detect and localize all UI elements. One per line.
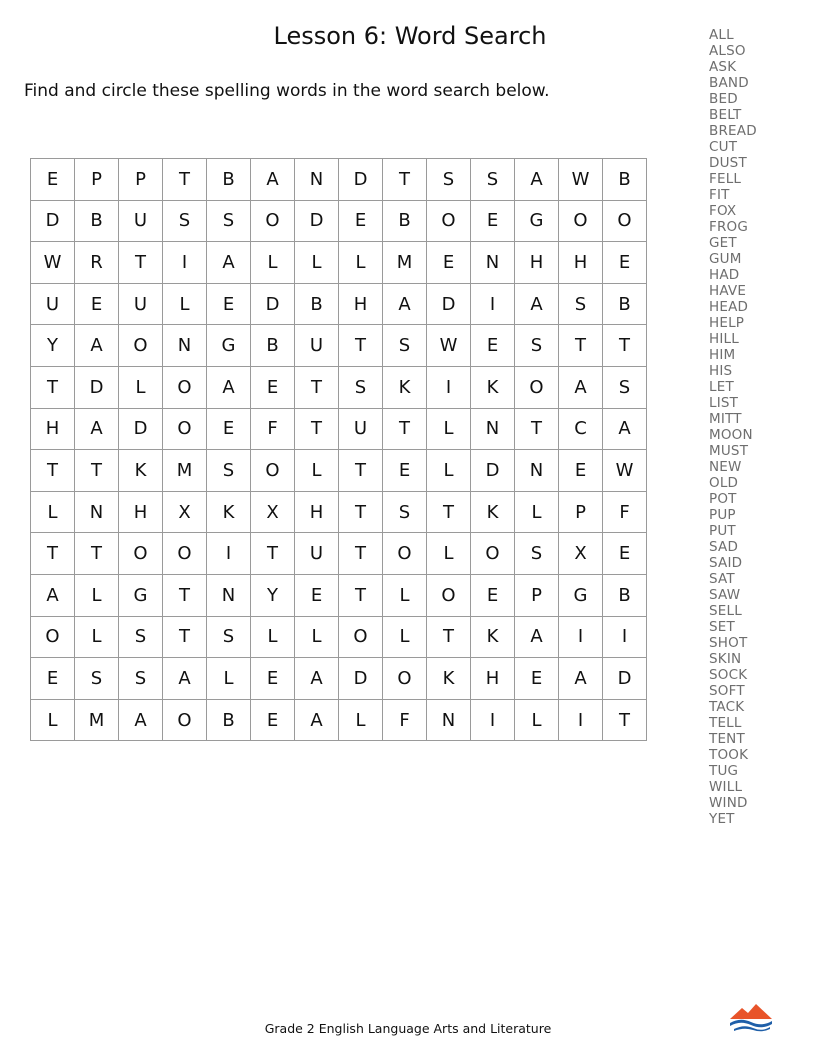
grid-cell[interactable]: E [427, 242, 471, 284]
word-list-item: TUG [709, 763, 739, 779]
word-list-item: SHOT [709, 635, 748, 651]
grid-cell[interactable]: A [31, 575, 75, 617]
grid-cell[interactable]: I [163, 242, 207, 284]
grid-cell[interactable]: A [515, 159, 559, 201]
grid-cell[interactable]: T [559, 325, 603, 367]
grid-cell[interactable]: T [31, 533, 75, 575]
grid-cell[interactable]: O [515, 367, 559, 409]
word-list-item: HILL [709, 331, 739, 347]
grid-cell[interactable]: M [75, 700, 119, 742]
word-search-grid [30, 158, 647, 741]
grid-cell[interactable]: L [339, 700, 383, 742]
grid-cell[interactable]: L [427, 533, 471, 575]
grid-cell[interactable]: D [251, 284, 295, 326]
grid-cell[interactable]: W [603, 450, 647, 492]
grid-cell[interactable]: E [31, 159, 75, 201]
grid-cell[interactable]: T [339, 492, 383, 534]
grid-cell[interactable]: O [383, 533, 427, 575]
grid-cell[interactable]: P [119, 159, 163, 201]
word-list-item: NEW [709, 459, 742, 475]
grid-cell[interactable]: E [207, 409, 251, 451]
grid-cell[interactable]: S [383, 492, 427, 534]
grid-cell[interactable]: O [559, 201, 603, 243]
grid-cell[interactable]: T [75, 533, 119, 575]
grid-cell[interactable]: I [603, 617, 647, 659]
grid-cell[interactable]: T [603, 700, 647, 742]
grid-cell[interactable]: T [295, 367, 339, 409]
grid-cell[interactable]: L [119, 367, 163, 409]
word-list-item: FROG [709, 219, 749, 235]
grid-cell[interactable]: O [427, 575, 471, 617]
grid-cell[interactable]: O [119, 533, 163, 575]
grid-cell[interactable]: T [163, 617, 207, 659]
grid-cell[interactable]: O [603, 201, 647, 243]
grid-cell[interactable]: T [427, 492, 471, 534]
grid-cell[interactable]: R [75, 242, 119, 284]
word-list-item: SAID [709, 555, 743, 571]
grid-cell[interactable]: T [339, 450, 383, 492]
grid-cell[interactable]: U [295, 533, 339, 575]
grid-cell[interactable]: L [251, 242, 295, 284]
grid-cell[interactable]: U [295, 325, 339, 367]
grid-cell[interactable]: T [427, 617, 471, 659]
grid-cell[interactable]: E [251, 700, 295, 742]
word-list-item: SAD [709, 539, 739, 555]
grid-cell[interactable]: L [427, 409, 471, 451]
grid-cell[interactable]: E [383, 450, 427, 492]
instructions: Find and circle these spelling words in the word search below. [24, 81, 550, 101]
grid-cell[interactable]: S [603, 367, 647, 409]
grid-cell[interactable]: L [383, 617, 427, 659]
word-list-item: HAVE [709, 283, 747, 299]
word-list-item: BELT [709, 107, 742, 123]
grid-cell[interactable]: K [471, 367, 515, 409]
word-list-item: ALSO [709, 43, 746, 59]
word-list-item: OLD [709, 475, 739, 491]
grid-cell[interactable]: S [75, 658, 119, 700]
grid-cell[interactable]: T [603, 325, 647, 367]
mountain-logo-icon [728, 1002, 774, 1032]
grid-cell[interactable]: T [119, 242, 163, 284]
grid-cell[interactable]: I [559, 700, 603, 742]
grid-cell[interactable]: H [119, 492, 163, 534]
grid-cell[interactable]: E [559, 450, 603, 492]
grid-cell[interactable]: N [75, 492, 119, 534]
grid-cell[interactable]: S [515, 533, 559, 575]
grid-cell[interactable]: N [515, 450, 559, 492]
grid-cell[interactable]: D [427, 284, 471, 326]
grid-cell[interactable]: U [119, 201, 163, 243]
grid-cell[interactable]: E [251, 367, 295, 409]
grid-cell[interactable]: H [471, 658, 515, 700]
grid-cell[interactable]: T [251, 533, 295, 575]
grid-cell[interactable]: S [207, 201, 251, 243]
word-list-item: LIST [709, 395, 739, 411]
grid-cell[interactable]: P [75, 159, 119, 201]
grid-cell[interactable]: K [427, 658, 471, 700]
grid-cell[interactable]: L [295, 617, 339, 659]
word-list-item: HAD [709, 267, 740, 283]
grid-cell[interactable]: T [383, 409, 427, 451]
word-list-item: TOOK [709, 747, 749, 763]
word-list-item: HELP [709, 315, 745, 331]
grid-cell[interactable]: P [515, 575, 559, 617]
word-list-item: SKIN [709, 651, 742, 667]
grid-cell[interactable]: U [119, 284, 163, 326]
word-list-item: YET [709, 811, 735, 827]
word-list-item: DUST [709, 155, 747, 171]
grid-cell[interactable]: B [603, 159, 647, 201]
logo-wave [734, 1026, 770, 1031]
grid-cell[interactable]: L [163, 284, 207, 326]
grid-cell[interactable]: L [295, 450, 339, 492]
grid-cell[interactable]: O [119, 325, 163, 367]
word-list-item: SOFT [709, 683, 745, 699]
grid-cell[interactable]: L [515, 492, 559, 534]
grid-cell[interactable]: E [31, 658, 75, 700]
grid-cell[interactable]: T [31, 450, 75, 492]
grid-cell[interactable]: A [295, 658, 339, 700]
grid-cell[interactable]: A [75, 325, 119, 367]
grid-cell[interactable]: L [251, 617, 295, 659]
grid-cell[interactable]: O [251, 450, 295, 492]
word-list-item: FELL [709, 171, 742, 187]
grid-cell[interactable]: N [163, 325, 207, 367]
grid-cell[interactable]: L [515, 700, 559, 742]
grid-cell[interactable]: A [559, 367, 603, 409]
word-list-item: MOON [709, 427, 753, 443]
grid-cell[interactable]: E [339, 201, 383, 243]
grid-cell[interactable]: O [163, 409, 207, 451]
word-list-item: SAW [709, 587, 741, 603]
grid-cell[interactable]: L [75, 575, 119, 617]
grid-cell[interactable]: S [427, 159, 471, 201]
word-list-item: SELL [709, 603, 742, 619]
grid-cell[interactable]: U [31, 284, 75, 326]
grid-cell[interactable]: O [163, 533, 207, 575]
grid-cell[interactable]: H [295, 492, 339, 534]
grid-cell[interactable]: A [207, 242, 251, 284]
logo-wave [730, 1020, 772, 1028]
grid-cell[interactable]: D [295, 201, 339, 243]
grid-cell[interactable]: A [295, 700, 339, 742]
grid-cell[interactable]: X [251, 492, 295, 534]
grid-cell[interactable]: K [119, 450, 163, 492]
word-list-item: PUT [709, 523, 736, 539]
grid-cell[interactable]: L [339, 242, 383, 284]
grid-cell[interactable]: D [31, 201, 75, 243]
word-list-item: TACK [709, 699, 745, 715]
grid-cell[interactable]: Y [31, 325, 75, 367]
grid-cell[interactable]: B [207, 700, 251, 742]
grid-cell[interactable]: K [383, 367, 427, 409]
grid-cell[interactable]: S [559, 284, 603, 326]
grid-cell[interactable]: X [163, 492, 207, 534]
grid-cell[interactable]: T [163, 575, 207, 617]
word-list [709, 27, 757, 827]
grid-cell[interactable]: S [471, 159, 515, 201]
grid-cell[interactable]: T [515, 409, 559, 451]
grid-cell[interactable]: H [31, 409, 75, 451]
grid-cell[interactable]: L [31, 700, 75, 742]
grid-cell[interactable]: D [75, 367, 119, 409]
grid-cell[interactable]: T [295, 409, 339, 451]
word-list-item: MITT [709, 411, 742, 427]
grid-cell[interactable]: Y [251, 575, 295, 617]
word-list-item: HEAD [709, 299, 749, 315]
grid-cell[interactable]: I [471, 700, 515, 742]
grid-cell[interactable]: K [471, 617, 515, 659]
word-list-item: BED [709, 91, 738, 107]
grid-cell[interactable]: E [603, 533, 647, 575]
grid-cell[interactable]: A [515, 617, 559, 659]
grid-cell[interactable]: U [339, 409, 383, 451]
word-list-item: TENT [709, 731, 745, 747]
grid-cell[interactable]: B [603, 284, 647, 326]
grid-cell[interactable]: E [207, 284, 251, 326]
word-list-item: WIND [709, 795, 748, 811]
grid-cell[interactable]: S [515, 325, 559, 367]
grid-cell[interactable]: B [251, 325, 295, 367]
grid-cell[interactable]: O [427, 201, 471, 243]
logo-peaks [730, 1004, 772, 1019]
grid-cell[interactable]: C [559, 409, 603, 451]
word-list-item: HIS [709, 363, 733, 379]
word-list-item: MUST [709, 443, 749, 459]
grid-cell[interactable]: T [383, 159, 427, 201]
grid-cell[interactable]: O [251, 201, 295, 243]
grid-cell[interactable]: L [427, 450, 471, 492]
word-list-item: ASK [709, 59, 737, 75]
grid-cell[interactable]: K [471, 492, 515, 534]
grid-cell[interactable]: L [31, 492, 75, 534]
grid-cell[interactable]: O [163, 367, 207, 409]
grid-cell[interactable]: D [339, 159, 383, 201]
grid-cell[interactable]: O [163, 700, 207, 742]
grid-cell[interactable]: E [251, 658, 295, 700]
grid-cell[interactable]: D [339, 658, 383, 700]
grid-cell[interactable]: G [559, 575, 603, 617]
grid-cell[interactable]: M [383, 242, 427, 284]
grid-cell[interactable]: G [119, 575, 163, 617]
word-list-item: LET [709, 379, 734, 395]
grid-cell[interactable]: A [251, 159, 295, 201]
word-list-item: PUP [709, 507, 736, 523]
grid-cell[interactable]: A [383, 284, 427, 326]
grid-cell[interactable]: O [471, 533, 515, 575]
grid-cell[interactable]: P [559, 492, 603, 534]
grid-cell[interactable]: F [603, 492, 647, 534]
grid-cell[interactable]: G [207, 325, 251, 367]
grid-cell[interactable]: T [163, 159, 207, 201]
word-list-item: BAND [709, 75, 749, 91]
grid-cell[interactable]: T [339, 575, 383, 617]
grid-cell[interactable]: H [559, 242, 603, 284]
grid-cell[interactable]: L [207, 658, 251, 700]
word-list-item: WILL [709, 779, 743, 795]
grid-cell[interactable]: B [295, 284, 339, 326]
grid-cell[interactable]: I [207, 533, 251, 575]
word-list-item: CUT [709, 139, 738, 155]
word-list-item: HIM [709, 347, 736, 363]
grid-cell[interactable]: E [471, 575, 515, 617]
grid-cell[interactable]: B [75, 201, 119, 243]
grid-cell[interactable]: E [603, 242, 647, 284]
grid-cell[interactable]: D [119, 409, 163, 451]
word-list-item: SET [709, 619, 735, 635]
page-title: Lesson 6: Word Search [273, 22, 547, 50]
grid-cell[interactable]: A [515, 284, 559, 326]
grid-cell[interactable]: T [339, 533, 383, 575]
grid-cell[interactable]: N [207, 575, 251, 617]
grid-cell[interactable]: I [427, 367, 471, 409]
grid-cell[interactable]: S [207, 450, 251, 492]
grid-cell[interactable]: T [339, 325, 383, 367]
grid-cell[interactable]: S [207, 617, 251, 659]
grid-cell[interactable]: A [163, 658, 207, 700]
grid-cell[interactable]: H [339, 284, 383, 326]
word-list-item: GET [709, 235, 737, 251]
grid-cell[interactable]: S [119, 658, 163, 700]
word-list-item: ALL [709, 27, 734, 43]
grid-cell[interactable]: O [339, 617, 383, 659]
footer-text: Grade 2 English Language Arts and Literature [264, 1021, 552, 1036]
grid-cell[interactable]: X [559, 533, 603, 575]
word-list-item: FOX [709, 203, 737, 219]
grid-cell[interactable]: B [383, 201, 427, 243]
grid-cell[interactable]: M [163, 450, 207, 492]
grid-cell[interactable]: A [207, 367, 251, 409]
grid-cell[interactable]: O [31, 617, 75, 659]
grid-cell[interactable]: A [119, 700, 163, 742]
grid-cell[interactable]: H [515, 242, 559, 284]
grid-cell[interactable]: K [207, 492, 251, 534]
grid-cell[interactable]: F [251, 409, 295, 451]
grid-cell[interactable]: E [75, 284, 119, 326]
grid-cell[interactable]: F [383, 700, 427, 742]
grid-cell[interactable]: E [471, 325, 515, 367]
grid-cell[interactable]: N [471, 242, 515, 284]
grid-cell[interactable]: I [559, 617, 603, 659]
grid-cell[interactable]: A [559, 658, 603, 700]
grid-cell[interactable]: N [471, 409, 515, 451]
word-list-item: SAT [709, 571, 735, 587]
grid-cell[interactable]: B [207, 159, 251, 201]
grid-cell[interactable]: W [559, 159, 603, 201]
grid-cell[interactable]: D [471, 450, 515, 492]
grid-cell[interactable]: S [119, 617, 163, 659]
grid-cell[interactable]: D [603, 658, 647, 700]
word-list-item: POT [709, 491, 737, 507]
grid-cell[interactable]: N [427, 700, 471, 742]
grid-cell[interactable]: A [603, 409, 647, 451]
grid-cell[interactable]: S [383, 325, 427, 367]
grid-cell[interactable]: L [383, 575, 427, 617]
grid-cell[interactable]: W [427, 325, 471, 367]
grid-cell[interactable]: G [515, 201, 559, 243]
grid-cell[interactable]: N [295, 159, 339, 201]
grid-cell[interactable]: B [603, 575, 647, 617]
word-list-item: GUM [709, 251, 742, 267]
grid-cell[interactable]: T [75, 450, 119, 492]
grid-cell[interactable]: S [163, 201, 207, 243]
grid-cell[interactable]: A [75, 409, 119, 451]
word-list-item: FIT [709, 187, 730, 203]
word-list-item: TELL [709, 715, 742, 731]
grid-cell[interactable]: L [75, 617, 119, 659]
word-list-item: BREAD [709, 123, 757, 139]
grid-cell[interactable]: S [339, 367, 383, 409]
grid-cell[interactable]: E [515, 658, 559, 700]
grid-cell[interactable]: E [471, 201, 515, 243]
grid-cell[interactable]: W [31, 242, 75, 284]
grid-cell[interactable]: I [471, 284, 515, 326]
grid-cell[interactable]: T [31, 367, 75, 409]
grid-cell[interactable]: O [383, 658, 427, 700]
word-list-item: SOCK [709, 667, 748, 683]
grid-cell[interactable]: E [295, 575, 339, 617]
grid-cell[interactable]: L [295, 242, 339, 284]
